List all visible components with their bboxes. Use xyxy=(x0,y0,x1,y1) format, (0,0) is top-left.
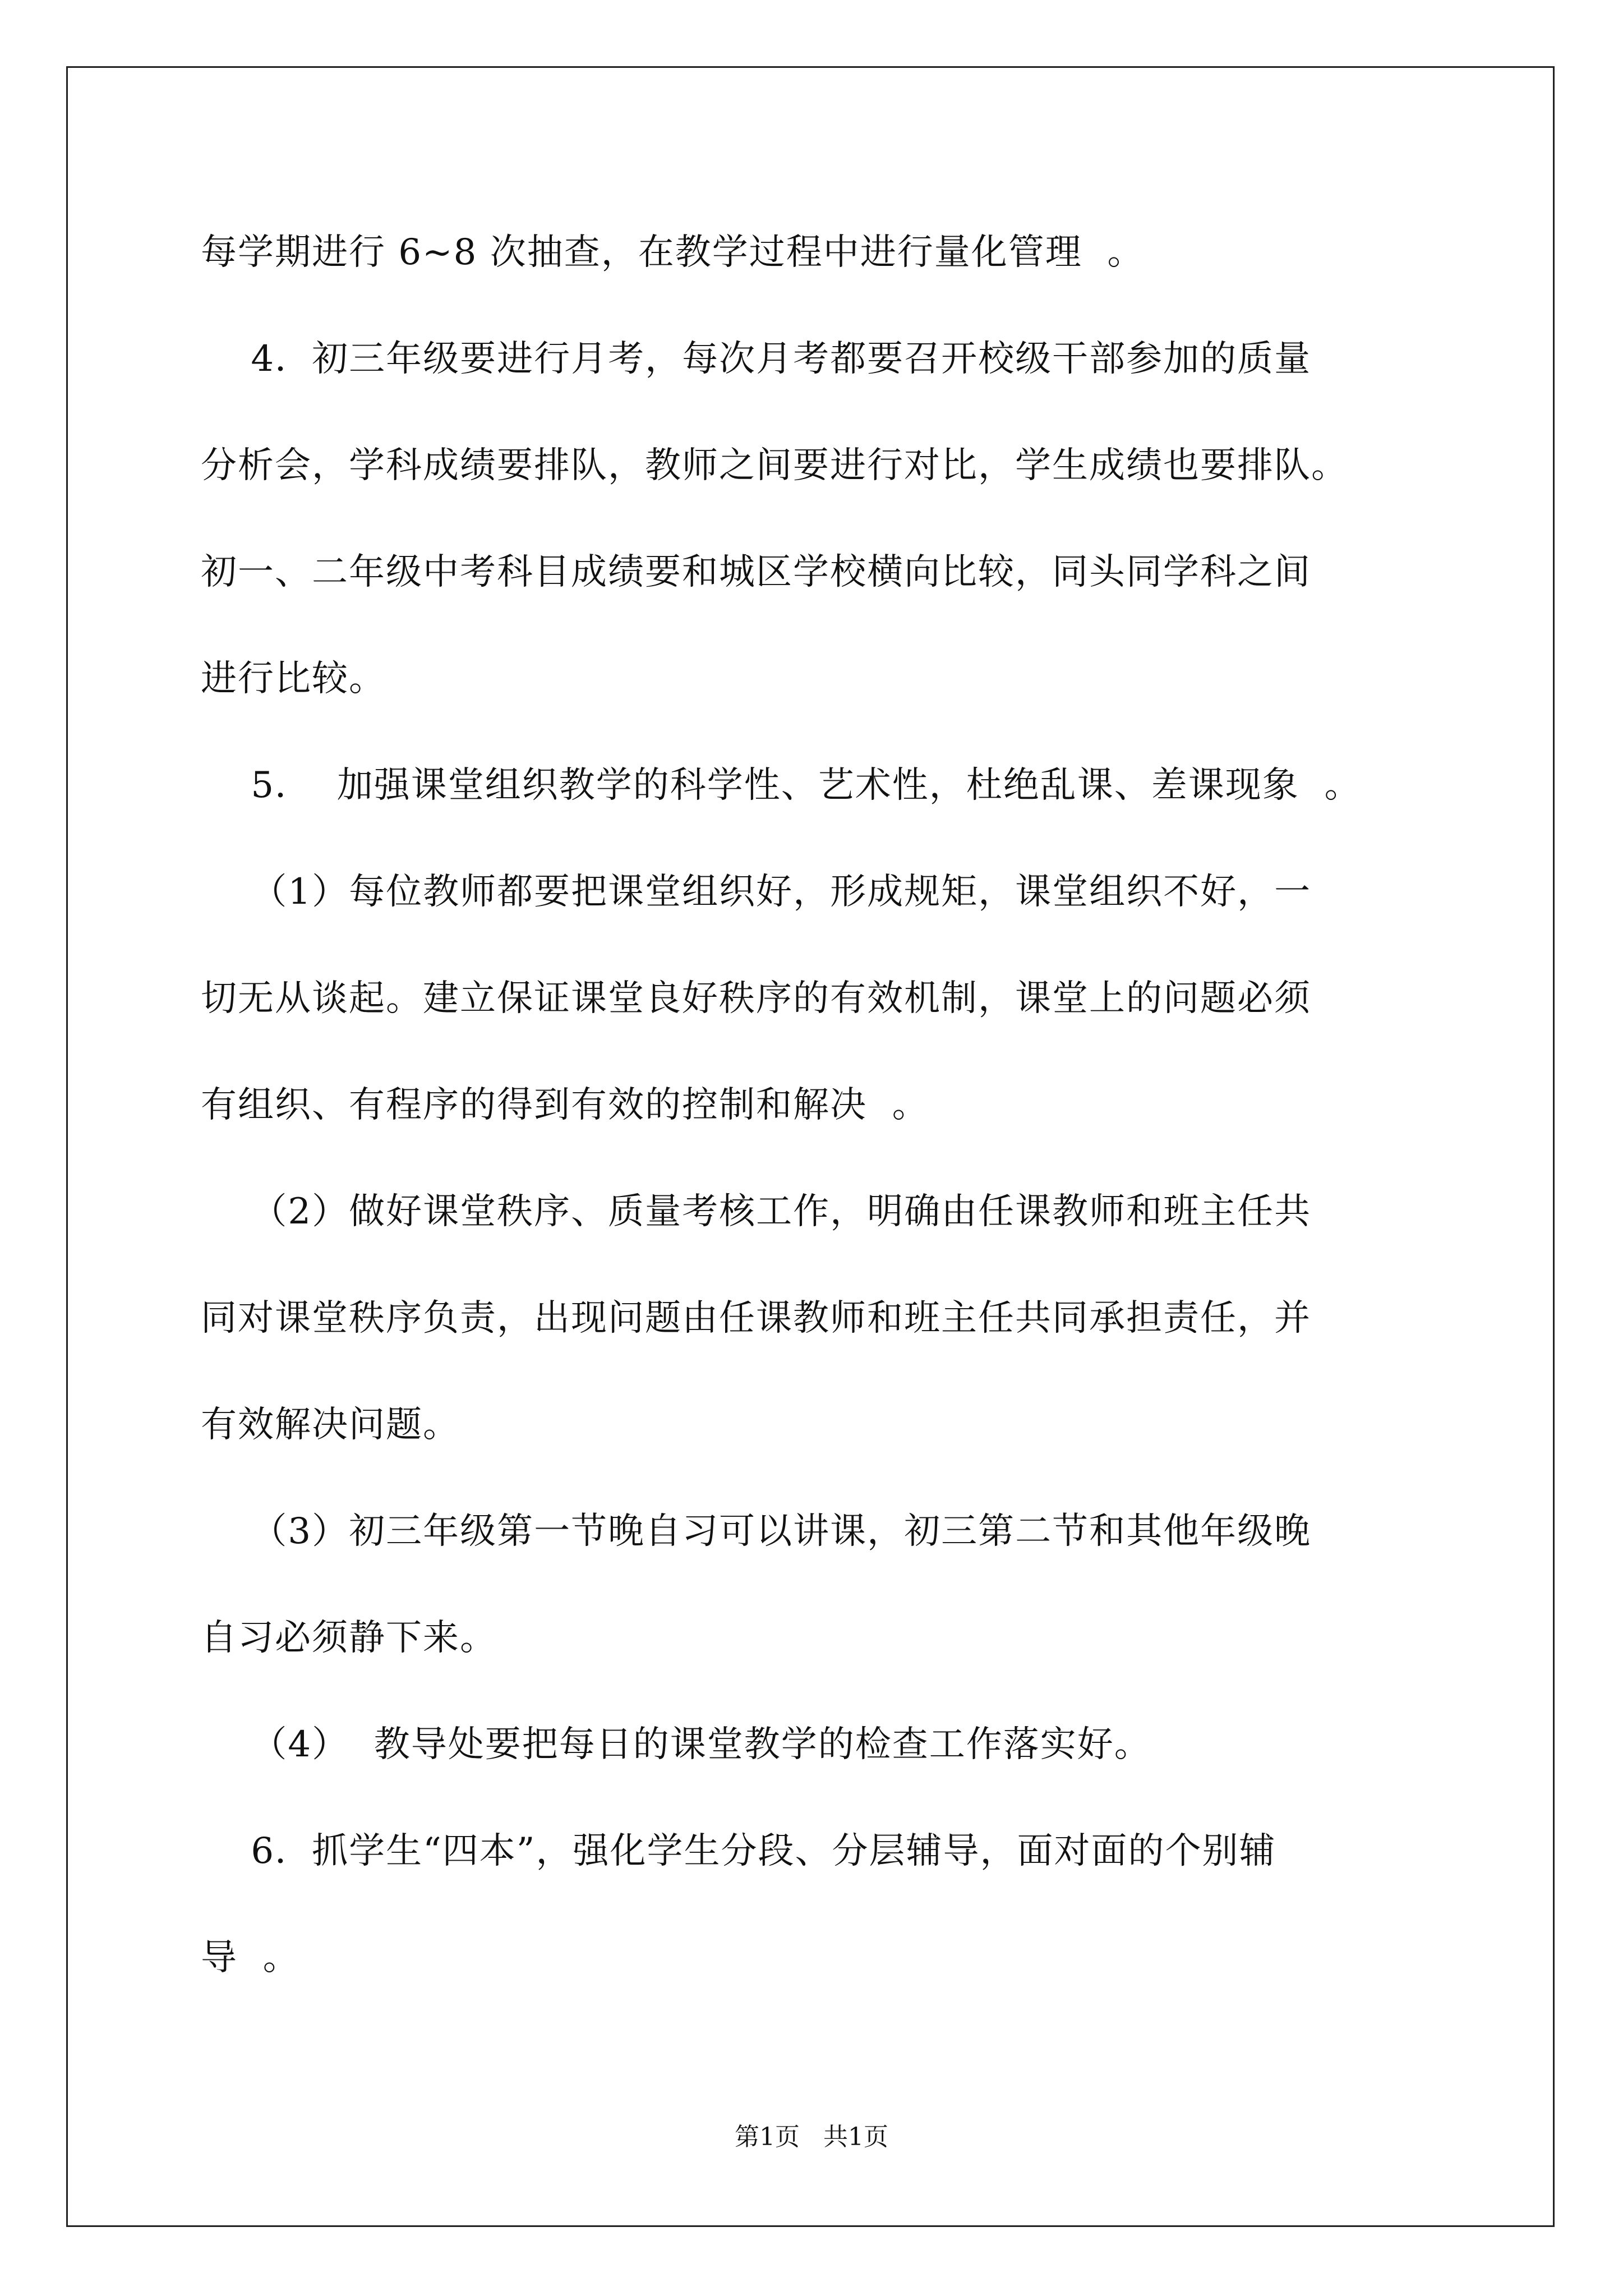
text-line-17: 导 。 xyxy=(201,1937,300,1978)
text-line-4: 初一、二年级中考科目成绩要和城区学校横向比较，同头同学科之间 xyxy=(201,551,1311,593)
text-line-2: 4．初三年级要进行月考，每次月考都要召开校级干部参加的质量 xyxy=(201,338,1312,380)
page-footer: 第1页 共1页 xyxy=(735,2123,888,2151)
text-line-12: 有效解决问题。 xyxy=(201,1404,460,1446)
text-line-7: （1）每位教师都要把课堂组织好，形成规矩，课堂组织不好，一 xyxy=(201,871,1312,913)
text-line-9: 有组织、有程序的得到有效的控制和解决 。 xyxy=(201,1084,929,1126)
text-line-8: 切无从谈起。建立保证课堂良好秩序的有效机制，课堂上的问题必须 xyxy=(201,978,1311,1019)
page-border xyxy=(66,66,1555,2227)
text-line-10: （2）做好课堂秩序、质量考核工作，明确由任课教师和班主任共 xyxy=(201,1191,1312,1232)
text-line-11: 同对课堂秩序负责，出现问题由任课教师和班主任共同承担责任，并 xyxy=(201,1297,1311,1339)
text-line-14: 自习必须静下来。 xyxy=(201,1617,497,1659)
text-line-15: （4） 教导处要把每日的课堂教学的检查工作落实好。 xyxy=(201,1724,1151,1765)
text-line-3: 分析会，学科成绩要排队，教师之间要进行对比，学生成绩也要排队。 xyxy=(201,445,1348,486)
text-line-6: 5． 加强课堂组织教学的科学性、艺术性，杜绝乱课、差课现象 。 xyxy=(201,765,1362,806)
text-line-13: （3）初三年级第一节晚自习可以讲课，初三第二节和其他年级晚 xyxy=(201,1511,1312,1552)
text-line-5: 进行比较。 xyxy=(201,658,386,700)
text-line-16: 6．抓学生“四本”，强化学生分段、分层辅导，面对面的个别辅 xyxy=(201,1830,1276,1872)
text-line-1: 每学期进行 6~8 次抽查，在教学过程中进行量化管理 。 xyxy=(201,232,1145,273)
